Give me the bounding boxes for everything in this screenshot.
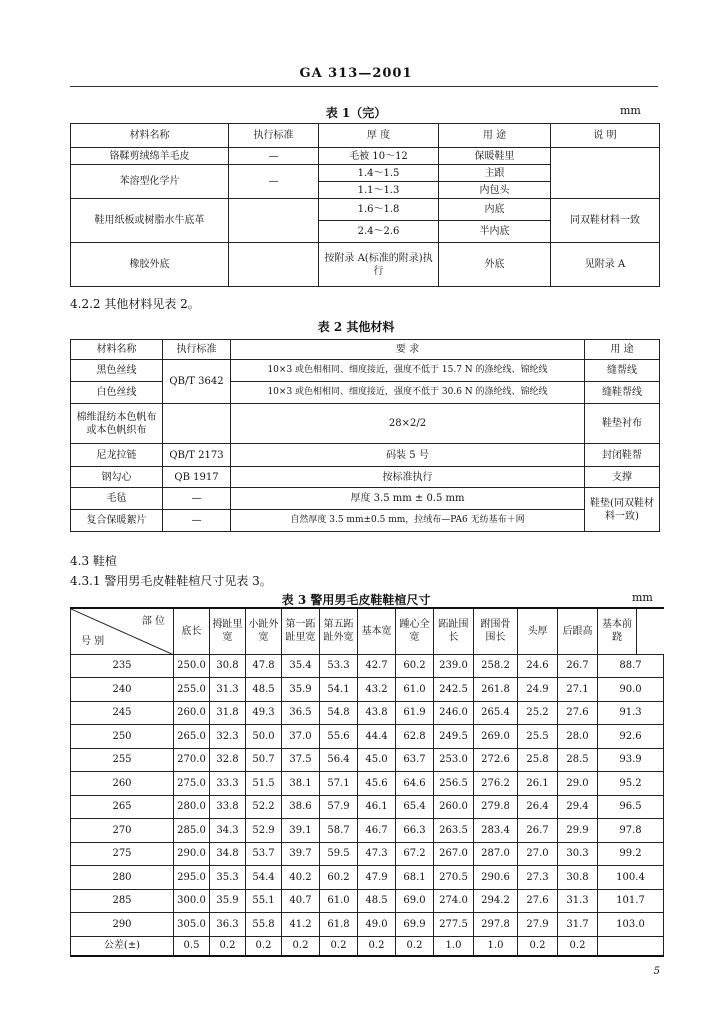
t2-cell: QB/T 2173 xyxy=(163,444,231,467)
t3-value: 26.4 xyxy=(518,795,558,819)
t1-cell: 按附录 A(标准的附录)执行 xyxy=(319,243,439,287)
t3-value: 90.0 xyxy=(598,678,664,702)
table2 xyxy=(70,339,660,532)
t3-value: 272.6 xyxy=(474,748,518,772)
t3-value: 44.4 xyxy=(358,725,396,749)
t3-value: 91.3 xyxy=(598,701,664,725)
t2-cell: 封闭鞋帮 xyxy=(585,444,660,467)
t3-size: 285 xyxy=(71,889,174,913)
t3-value: 56.4 xyxy=(320,748,358,772)
t3-value: 27.9 xyxy=(518,913,558,937)
t3-header: 基本前跷 xyxy=(598,608,637,654)
t3-value: 48.5 xyxy=(358,889,396,913)
t1-cell: 苯溶型化学片 xyxy=(71,165,229,199)
t3-value: 27.3 xyxy=(518,866,558,890)
t3-value: 43.8 xyxy=(358,701,396,725)
table-row xyxy=(71,654,664,678)
t2-cell: 鞋垫(同双鞋材料一致) xyxy=(585,488,660,532)
t3-value: 270.5 xyxy=(434,866,474,890)
t3-value: 63.7 xyxy=(396,748,434,772)
t3-value: 277.5 xyxy=(434,913,474,937)
t3-value: 35.3 xyxy=(210,866,246,890)
t1-cell: 半内底 xyxy=(439,221,551,243)
t3-value: 285.0 xyxy=(174,819,210,843)
t3-header: 踵心全宽 xyxy=(396,608,434,654)
t2-header-std: 执行标准 xyxy=(163,340,231,360)
t3-value: 47.9 xyxy=(358,866,396,890)
section-4-3: 4.3 鞋楦 xyxy=(70,554,117,568)
t3-size: 235 xyxy=(71,654,174,678)
t3-value: 26.7 xyxy=(558,654,598,678)
t1-header-note: 说 明 xyxy=(551,124,660,148)
t3-value: 261.8 xyxy=(474,678,518,702)
table-row xyxy=(71,866,664,890)
t3-value: 260.0 xyxy=(434,795,474,819)
t3-value: 32.8 xyxy=(210,748,246,772)
t2-header-name: 材料名称 xyxy=(71,340,163,360)
t3-value: 34.8 xyxy=(210,842,246,866)
t3-corner-bottom: 号 别 xyxy=(81,635,105,647)
t2-cell: 支撑 xyxy=(585,467,660,488)
page-number: 5 xyxy=(653,966,660,977)
t3-tolerance: 1.0 xyxy=(434,936,474,956)
t3-value: 30.8 xyxy=(558,866,598,890)
t3-value: 45.0 xyxy=(358,748,396,772)
t3-value: 62.8 xyxy=(396,725,434,749)
t3-corner-cell xyxy=(71,608,174,654)
t3-value: 55.8 xyxy=(246,913,282,937)
t1-cell: 保暖鞋里 xyxy=(439,148,551,165)
t3-value: 59.5 xyxy=(320,842,358,866)
t3-value: 45.6 xyxy=(358,772,396,796)
t2-cell: — xyxy=(163,510,231,532)
t2-cell: 10×3 或色相相同、细度接近，强度不低于 15.7 N 的涤纶线、锦纶线 xyxy=(231,360,585,382)
t3-tolerance: 0.2 xyxy=(246,936,282,956)
t3-value: 35.9 xyxy=(282,678,320,702)
t3-value: 275.0 xyxy=(174,772,210,796)
t3-value: 242.5 xyxy=(434,678,474,702)
t2-cell: 复合保暖絮片 xyxy=(71,510,163,532)
t3-value: 300.0 xyxy=(174,889,210,913)
t3-value: 49.0 xyxy=(358,913,396,937)
t3-value: 51.5 xyxy=(246,772,282,796)
t3-value: 39.7 xyxy=(282,842,320,866)
t2-cell: 毛毡 xyxy=(71,488,163,510)
t1-cell: 见附录 A xyxy=(551,243,660,287)
section-4-2-2: 4.2.2 其他材料见表 2。 xyxy=(70,297,200,311)
t3-value: 53.7 xyxy=(246,842,282,866)
t1-header-name: 材料名称 xyxy=(71,124,229,148)
t2-cell: 棉维混纺本色帆布或本色帆织布 xyxy=(71,404,163,444)
t3-size: 290 xyxy=(71,913,174,937)
t3-value: 69.9 xyxy=(396,913,434,937)
t3-value: 69.0 xyxy=(396,889,434,913)
standard-number: GA 313—2001 xyxy=(299,66,413,81)
table-row xyxy=(71,889,664,913)
t2-cell: QB 1917 xyxy=(163,467,231,488)
t3-tolerance: 0.2 xyxy=(358,936,396,956)
t3-value: 41.2 xyxy=(282,913,320,937)
t3-value: 274.0 xyxy=(434,889,474,913)
t3-value: 32.3 xyxy=(210,725,246,749)
t3-value: 95.2 xyxy=(598,772,664,796)
t3-value: 52.9 xyxy=(246,819,282,843)
t3-value: 250.0 xyxy=(174,654,210,678)
t1-cell: — xyxy=(229,165,319,199)
t3-value: 61.0 xyxy=(320,889,358,913)
t3-value: 27.0 xyxy=(518,842,558,866)
t3-size: 270 xyxy=(71,819,174,843)
t3-value: 297.8 xyxy=(474,913,518,937)
t3-value: 93.9 xyxy=(598,748,664,772)
t3-value: 36.3 xyxy=(210,913,246,937)
t3-tolerance: 0.2 xyxy=(282,936,320,956)
t3-value: 60.2 xyxy=(320,866,358,890)
t3-value: 27.6 xyxy=(518,889,558,913)
t3-size: 250 xyxy=(71,725,174,749)
t3-value: 40.7 xyxy=(282,889,320,913)
table-row xyxy=(71,795,664,819)
t3-value: 55.6 xyxy=(320,725,358,749)
t3-value: 246.0 xyxy=(434,701,474,725)
t3-value: 52.2 xyxy=(246,795,282,819)
t3-header: 跗围骨围长 xyxy=(474,608,518,654)
t1-cell: 主跟 xyxy=(439,165,551,182)
table-row xyxy=(71,819,664,843)
table-row xyxy=(71,842,664,866)
t3-header: 后跟高 xyxy=(558,608,598,654)
t1-header-std: 执行标准 xyxy=(229,124,319,148)
t2-cell: QB/T 3642 xyxy=(163,360,231,404)
table3-unit: mm xyxy=(632,591,653,604)
t3-value: 36.5 xyxy=(282,701,320,725)
t3-header: 第一跖趾里宽 xyxy=(282,608,320,654)
t3-value: 28.5 xyxy=(558,748,598,772)
t3-size: 240 xyxy=(71,678,174,702)
t3-value: 42.7 xyxy=(358,654,396,678)
t2-header-req: 要 求 xyxy=(231,340,585,360)
t3-tolerance: 0.2 xyxy=(558,936,598,956)
t3-value: 27.1 xyxy=(558,678,598,702)
t3-value: 280.0 xyxy=(174,795,210,819)
table1 xyxy=(70,123,660,287)
t1-cell: 1.6～1.8 xyxy=(319,199,439,221)
table3 xyxy=(70,607,664,957)
t3-size: 280 xyxy=(71,866,174,890)
t1-cell: 铬鞣剪绒绵羊毛皮 xyxy=(71,148,229,165)
t3-value: 64.6 xyxy=(396,772,434,796)
t3-value: 34.3 xyxy=(210,819,246,843)
t3-value: 35.9 xyxy=(210,889,246,913)
t1-cell: 橡胶外底 xyxy=(71,243,229,287)
t3-value: 25.8 xyxy=(518,748,558,772)
t2-header-use: 用 途 xyxy=(585,340,660,360)
t3-value: 270.0 xyxy=(174,748,210,772)
t2-cell: 尼龙拉链 xyxy=(71,444,163,467)
t3-value: 37.0 xyxy=(282,725,320,749)
t3-value: 24.9 xyxy=(518,678,558,702)
t3-value: 55.1 xyxy=(246,889,282,913)
t3-value: 290.0 xyxy=(174,842,210,866)
table3-caption: 表 3 警用男毛皮鞋鞋楦尺寸 xyxy=(281,593,431,607)
table2-caption: 表 2 其他材料 xyxy=(317,320,395,334)
t3-value: 305.0 xyxy=(174,913,210,937)
t3-value: 290.6 xyxy=(474,866,518,890)
t2-cell: 白色丝线 xyxy=(71,382,163,404)
t2-cell: 厚度 3.5 mm ± 0.5 mm xyxy=(231,488,585,510)
t3-value: 54.1 xyxy=(320,678,358,702)
t3-value: 31.8 xyxy=(210,701,246,725)
t3-value: 96.5 xyxy=(598,795,664,819)
t3-value: 29.4 xyxy=(558,795,598,819)
t3-value: 61.8 xyxy=(320,913,358,937)
t3-value: 283.4 xyxy=(474,819,518,843)
t3-value: 92.6 xyxy=(598,725,664,749)
table1-caption: 表 1（完） xyxy=(325,106,387,120)
t3-value: 294.2 xyxy=(474,889,518,913)
t3-value: 265.0 xyxy=(174,725,210,749)
t3-value: 25.5 xyxy=(518,725,558,749)
t3-value: 239.0 xyxy=(434,654,474,678)
t1-cell: 1.1～1.3 xyxy=(319,182,439,199)
t3-size: 275 xyxy=(71,842,174,866)
t3-header: 拇趾里宽 xyxy=(210,608,246,654)
table-row xyxy=(71,725,664,749)
table1-unit: mm xyxy=(620,104,641,117)
table-row xyxy=(71,913,664,937)
t3-header: 小趾外宽 xyxy=(246,608,282,654)
t3-value: 100.4 xyxy=(598,866,664,890)
t3-value: 269.0 xyxy=(474,725,518,749)
t3-value: 68.1 xyxy=(396,866,434,890)
t3-value: 24.6 xyxy=(518,654,558,678)
t3-size: 255 xyxy=(71,748,174,772)
t3-tolerance: 0.2 xyxy=(518,936,558,956)
t2-cell: 码装 5 号 xyxy=(231,444,585,467)
header-rule xyxy=(70,86,658,87)
t3-value: 53.3 xyxy=(320,654,358,678)
t3-header: 第五跖趾外宽 xyxy=(320,608,358,654)
t3-value: 276.2 xyxy=(474,772,518,796)
t1-cell: 毛被 10～12 xyxy=(319,148,439,165)
t1-header-use: 用 途 xyxy=(439,124,551,148)
t3-value: 38.6 xyxy=(282,795,320,819)
t3-value: 295.0 xyxy=(174,866,210,890)
t1-cell: 同双鞋材料一致 xyxy=(551,199,660,243)
t1-cell: 内底 xyxy=(439,199,551,221)
t3-value: 46.7 xyxy=(358,819,396,843)
table-row xyxy=(71,678,664,702)
t3-value: 48.5 xyxy=(246,678,282,702)
t3-value: 50.0 xyxy=(246,725,282,749)
t2-cell: 黑色丝线 xyxy=(71,360,163,382)
table-row xyxy=(71,772,664,796)
t3-value: 33.8 xyxy=(210,795,246,819)
t2-cell: 钢勾心 xyxy=(71,467,163,488)
t3-size: 260 xyxy=(71,772,174,796)
t2-cell: 缝鞋帮线 xyxy=(585,382,660,404)
section-4-3-1: 4.3.1 警用男毛皮鞋鞋楦尺寸见表 3。 xyxy=(70,574,272,588)
t3-tolerance: 0.2 xyxy=(210,936,246,956)
t3-value: 40.2 xyxy=(282,866,320,890)
t3-header: 跖趾围长 xyxy=(434,608,474,654)
t1-cell: 2.4～2.6 xyxy=(319,221,439,243)
t3-value: 31.7 xyxy=(558,913,598,937)
t3-value: 39.1 xyxy=(282,819,320,843)
t1-cell: 1.4～1.5 xyxy=(319,165,439,182)
table-row xyxy=(71,701,664,725)
t3-value: 57.9 xyxy=(320,795,358,819)
t3-header: 基本宽 xyxy=(358,608,396,654)
t2-cell: 缝帮线 xyxy=(585,360,660,382)
t3-value: 38.1 xyxy=(282,772,320,796)
t1-header-thk: 厚 度 xyxy=(319,124,439,148)
t3-value: 29.0 xyxy=(558,772,598,796)
t1-cell: 外底 xyxy=(439,243,551,287)
t3-value: 99.2 xyxy=(598,842,664,866)
t3-value: 35.4 xyxy=(282,654,320,678)
t3-value: 66.3 xyxy=(396,819,434,843)
t3-value: 29.9 xyxy=(558,819,598,843)
t3-tolerance xyxy=(598,936,664,956)
t3-value: 26.1 xyxy=(518,772,558,796)
t3-value: 103.0 xyxy=(598,913,664,937)
t3-value: 265.4 xyxy=(474,701,518,725)
t3-value: 97.8 xyxy=(598,819,664,843)
t3-value: 47.3 xyxy=(358,842,396,866)
t3-tolerance: 1.0 xyxy=(474,936,518,956)
t1-cell: 鞋用纸板或树脂水牛底革 xyxy=(71,199,229,243)
t3-tolerance: 0.5 xyxy=(174,936,210,956)
t3-value: 57.1 xyxy=(320,772,358,796)
t3-tolerance: 0.2 xyxy=(396,936,434,956)
t3-value: 88.7 xyxy=(598,654,664,678)
t1-cell xyxy=(229,199,319,243)
t3-value: 31.3 xyxy=(210,678,246,702)
t1-cell xyxy=(551,148,660,199)
t2-cell: 按标准执行 xyxy=(231,467,585,488)
t3-tolerance: 0.2 xyxy=(320,936,358,956)
t3-size: 265 xyxy=(71,795,174,819)
t3-value: 26.7 xyxy=(518,819,558,843)
t1-cell: — xyxy=(229,148,319,165)
t3-value: 249.5 xyxy=(434,725,474,749)
t3-value: 37.5 xyxy=(282,748,320,772)
t3-value: 58.7 xyxy=(320,819,358,843)
t3-value: 65.4 xyxy=(396,795,434,819)
t3-value: 33.3 xyxy=(210,772,246,796)
t3-value: 279.8 xyxy=(474,795,518,819)
t3-value: 54.4 xyxy=(246,866,282,890)
t3-value: 49.3 xyxy=(246,701,282,725)
t3-header: 头厚 xyxy=(518,608,558,654)
t3-value: 31.3 xyxy=(558,889,598,913)
t1-cell xyxy=(229,243,319,287)
t3-size: 245 xyxy=(71,701,174,725)
t3-value: 67.2 xyxy=(396,842,434,866)
tolerance-row xyxy=(71,936,664,956)
t2-cell: — xyxy=(163,488,231,510)
t3-value: 61.0 xyxy=(396,678,434,702)
t3-value: 253.0 xyxy=(434,748,474,772)
t3-value: 43.2 xyxy=(358,678,396,702)
t2-cell: 鞋垫衬布 xyxy=(585,404,660,444)
table-row xyxy=(71,748,664,772)
t3-value: 267.0 xyxy=(434,842,474,866)
t3-value: 60.2 xyxy=(396,654,434,678)
t3-value: 287.0 xyxy=(474,842,518,866)
t3-value: 47.8 xyxy=(246,654,282,678)
t3-corner-top: 部 位 xyxy=(141,616,165,627)
t3-value: 256.5 xyxy=(434,772,474,796)
t2-cell: 28×2/2 xyxy=(231,404,585,444)
t3-header: 底长 xyxy=(174,608,210,654)
t3-value: 25.2 xyxy=(518,701,558,725)
t2-cell: 自然厚度 3.5 mm±0.5 mm，拉绒布—PA6 无纺基布＋网 xyxy=(231,510,585,532)
t3-value: 30.3 xyxy=(558,842,598,866)
t3-value: 61.9 xyxy=(396,701,434,725)
t3-value: 258.2 xyxy=(474,654,518,678)
t1-cell: 内包头 xyxy=(439,182,551,199)
t3-value: 50.7 xyxy=(246,748,282,772)
t3-value: 255.0 xyxy=(174,678,210,702)
t3-value: 46.1 xyxy=(358,795,396,819)
t3-value: 263.5 xyxy=(434,819,474,843)
t3-value: 101.7 xyxy=(598,889,664,913)
t3-value: 28.0 xyxy=(558,725,598,749)
t3-tolerance-label: 公差(±) xyxy=(71,936,174,956)
t3-value: 54.8 xyxy=(320,701,358,725)
t3-value: 30.8 xyxy=(210,654,246,678)
t3-value: 27.6 xyxy=(558,701,598,725)
t2-cell xyxy=(163,404,231,444)
t3-value: 260.0 xyxy=(174,701,210,725)
t2-cell: 10×3 或色相相同、细度接近，强度不低于 30.6 N 的涤纶线、锦纶线 xyxy=(231,382,585,404)
